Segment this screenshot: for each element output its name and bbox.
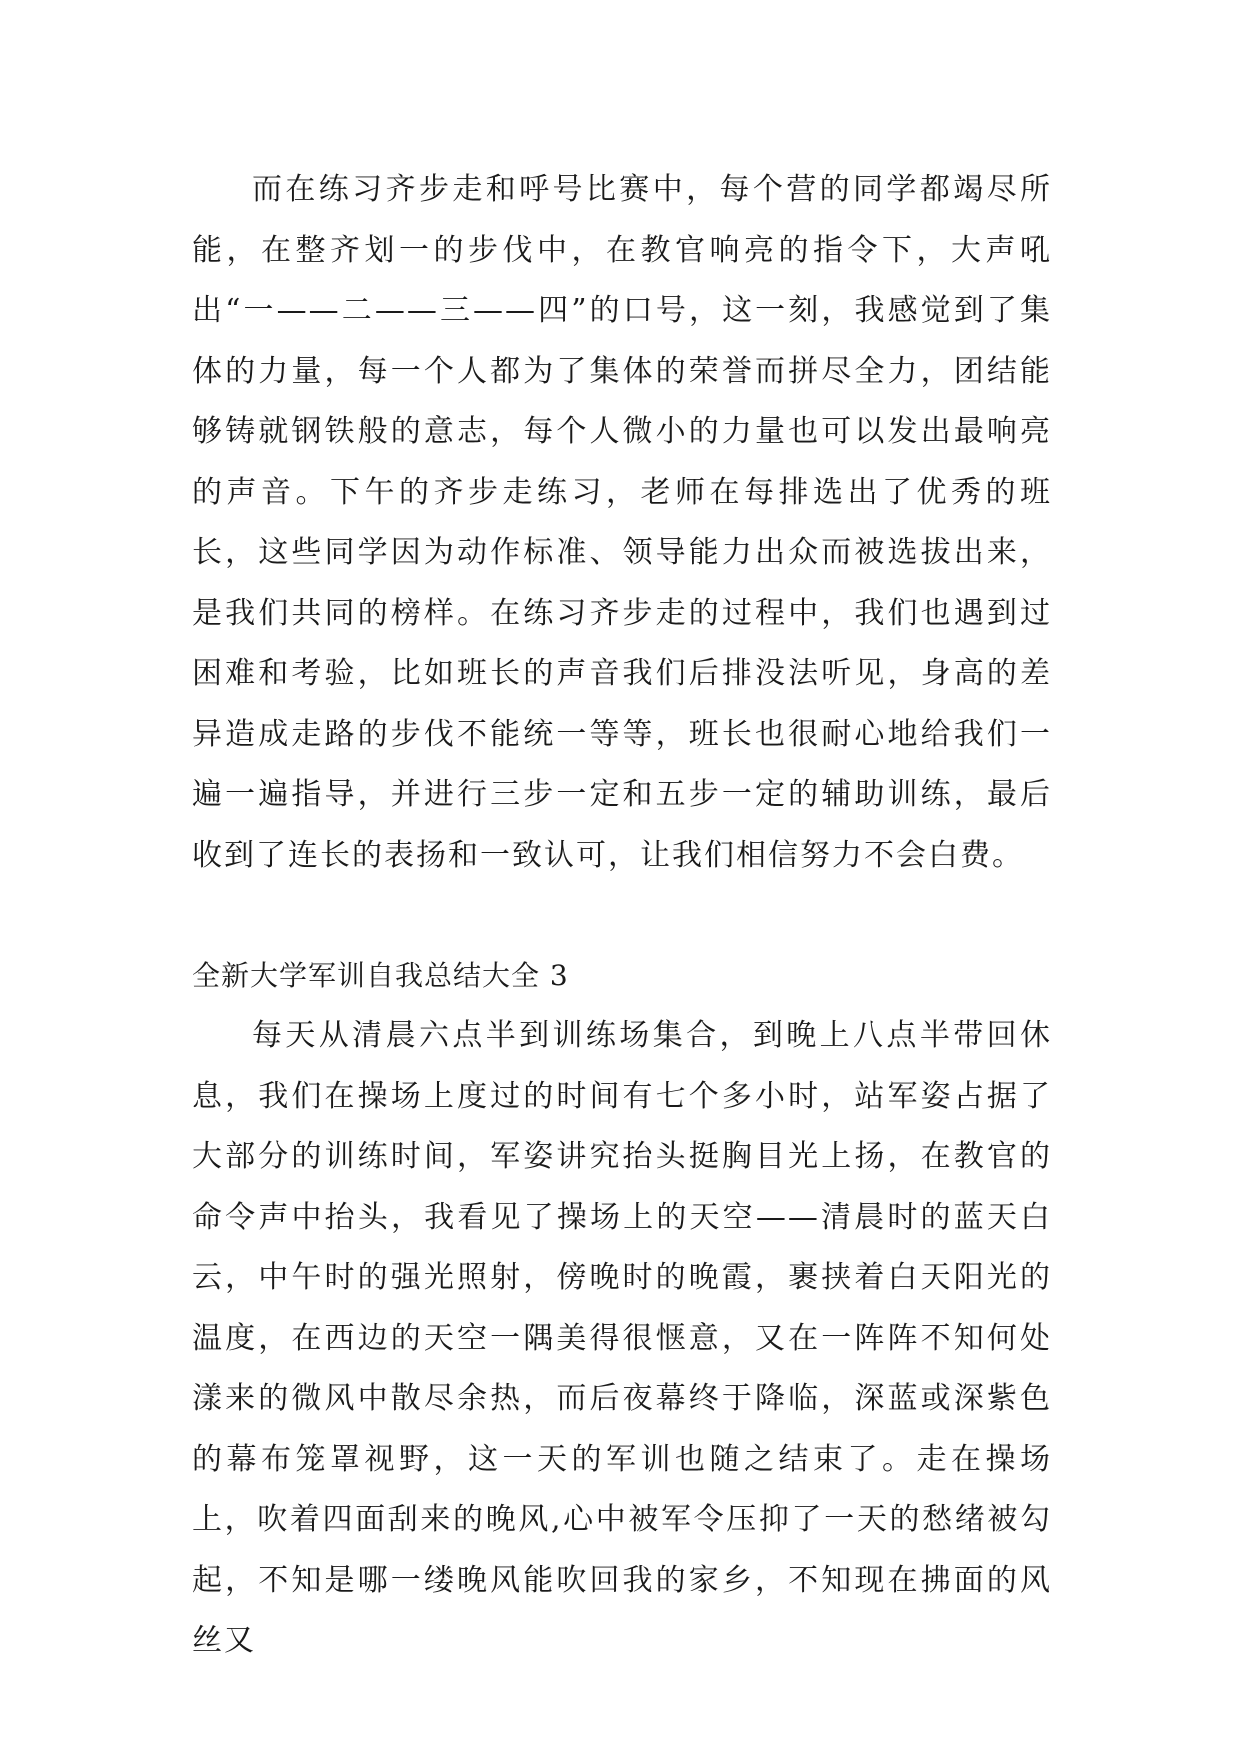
document-page bbox=[192, 160, 1052, 1672]
paragraph-2: 每天从清晨六点半到训练场集合，到晚上八点半带回休息，我们在操场上度过的时间有七个多小时，站军姿占据了大部分的训练时间，军姿讲究抬头挺胸目光上扬，在教官的命令声中抬头，我看见了操场上的天空——清晨时的蓝天白云，中午时的强光照射，傍晚时的晚霞，裹挟着白天阳光的温度，在西边的天空一隅美得很惬意，又在一阵阵不知何处漾来的微风中散尽余热，而后夜幕终于降临，深蓝或深紫色的幕布笼罩视野，这一天的军训也随之结束了。走在操场上，吹着四面刮来的晚风,心中被军令压抑了一天的愁绪被勾起，不知是哪一缕晚风能吹回我的家乡，不知现在拂面的风丝又 bbox=[192, 1018, 1052, 1658]
section-spacer bbox=[192, 886, 1052, 946]
section-heading: 全新大学军训自我总结大全 3 bbox=[192, 959, 569, 992]
paragraph-1: 而在练习齐步走和呼号比赛中，每个营的同学都竭尽所能，在整齐划一的步伐中，在教官响亮的指令下，大声吼出“一——二——三——四”的口号，这一刻，我感觉到了集体的力量，每一个人都为了集体的荣誉而拼尽全力，团结能够铸就钢铁般的意志，每个人微小的力量也可以发出最响亮的声音。下午的齐步走练习，老师在每排选出了优秀的班长，这些同学因为动作标准、领导能力出众而被选拔出来，是我们共同的榜样。在练习齐步走的过程中，我们也遇到过困难和考验，比如班长的声音我们后排没法听见，身高的差异造成走路的步伐不能统一等等，班长也很耐心地给我们一遍一遍指导，并进行三步一定和五步一定的辅助训练，最后收到了连长的表扬和一致认可，让我们相信努力不会白费。 bbox=[192, 172, 1052, 873]
